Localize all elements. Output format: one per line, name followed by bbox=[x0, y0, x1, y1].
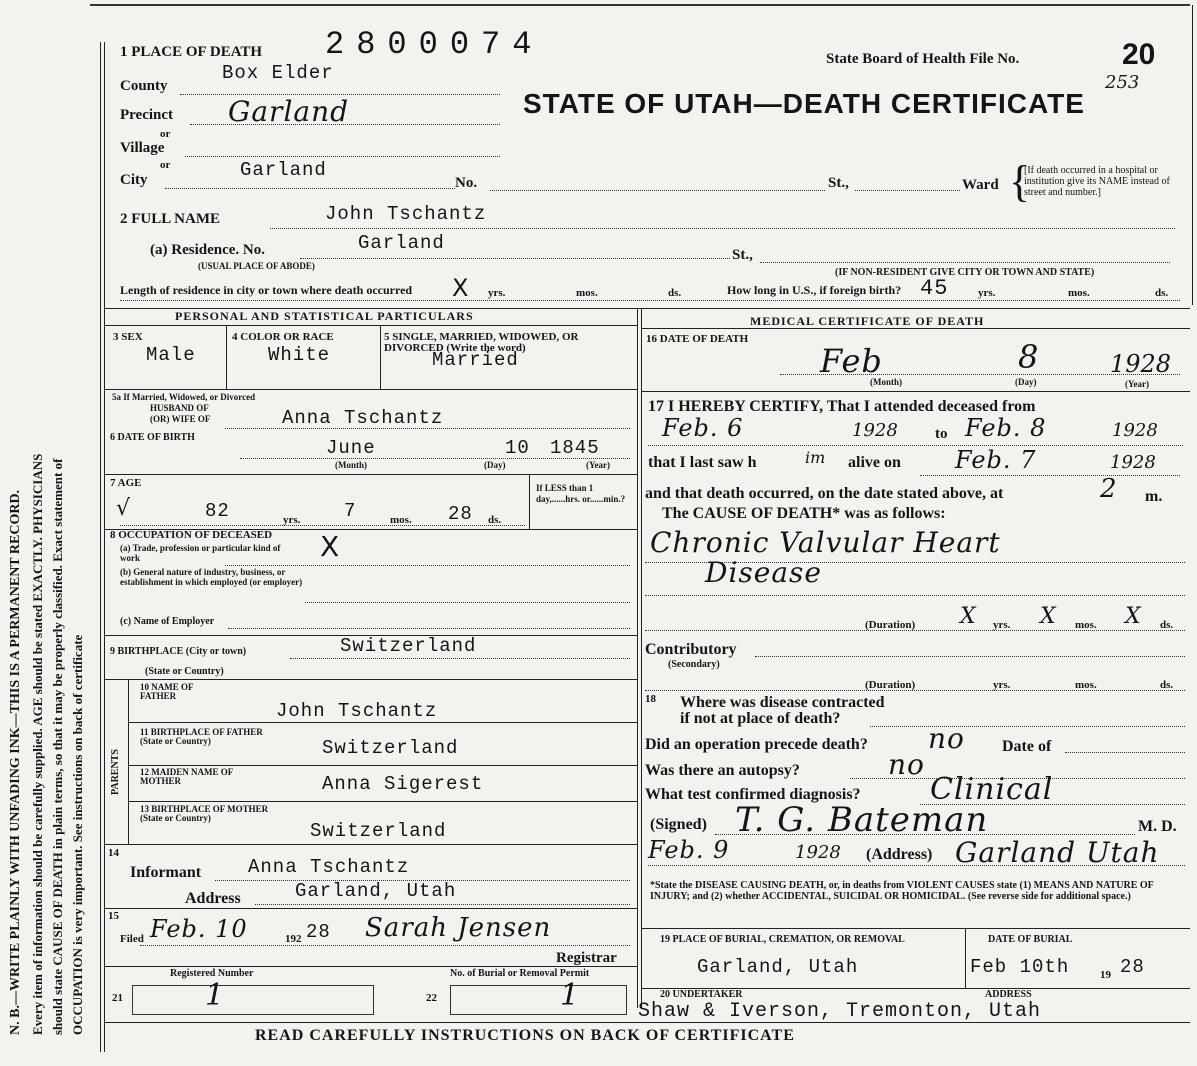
mother-birthplace-value: Switzerland bbox=[310, 820, 447, 842]
filed-date: Feb. 10 bbox=[150, 915, 248, 943]
signed-line bbox=[715, 834, 1135, 835]
burial-year: 28 bbox=[1120, 956, 1145, 978]
contrib-ds-label: ds. bbox=[1160, 679, 1174, 691]
certify-text: 17 I HEREBY CERTIFY, That I attended deceased from bbox=[648, 398, 1036, 415]
full-name-value: John Tschantz bbox=[325, 203, 487, 225]
age-mos-label: mos. bbox=[390, 514, 412, 526]
length-ds-label: ds. bbox=[668, 287, 682, 299]
dob-year: 1845 bbox=[550, 437, 600, 459]
spouse-value: Anna Tschantz bbox=[282, 407, 444, 429]
row-rule-10 bbox=[105, 908, 637, 909]
medical-header-rule bbox=[641, 328, 1190, 329]
precinct-label: Precinct bbox=[120, 107, 174, 123]
hospital-note: [If death occurred in a hospital or institution give its NAME instead of street and number.] bbox=[1024, 165, 1170, 198]
side-note-line3: should state CAUSE OF DEATH in plain terms, so that it may be properly classified. Exact statement of bbox=[50, 458, 65, 1035]
ward-label: Ward bbox=[962, 177, 999, 193]
form-left-border bbox=[100, 42, 101, 1052]
informant-value: Anna Tschantz bbox=[248, 856, 410, 878]
father-birthplace-value: Switzerland bbox=[322, 737, 459, 759]
length-mos-label: mos. bbox=[576, 287, 598, 299]
spouse-label-3: (OR) WIFE OF bbox=[150, 414, 211, 424]
footer-rule bbox=[105, 1022, 1190, 1023]
dod-day: 8 bbox=[1018, 338, 1040, 376]
permit-index: 22 bbox=[426, 992, 437, 1004]
city-label: City bbox=[120, 172, 148, 188]
us-residence-label: How long in U.S., if foreign birth? bbox=[727, 283, 902, 297]
side-note-line2: Every item of information should be carefully supplied. AGE should be stated EXACTLY. PHYSICIANS bbox=[30, 453, 45, 1035]
length-line bbox=[120, 300, 1180, 301]
form-top-edge bbox=[90, 4, 1190, 6]
informant-address-line bbox=[255, 904, 630, 905]
dod-month: Feb bbox=[820, 342, 883, 380]
father-birthplace-label: 11 BIRTHPLACE OF FATHER (State or Country) bbox=[140, 727, 263, 746]
age-ds-label: ds. bbox=[488, 514, 502, 526]
dob-day: 10 bbox=[505, 437, 530, 459]
color-label: 4 COLOR OR RACE bbox=[232, 331, 334, 343]
duration-line bbox=[645, 630, 1185, 631]
village-line bbox=[185, 156, 500, 157]
parents-divider bbox=[128, 679, 129, 844]
ward-brace: { bbox=[1009, 157, 1031, 206]
footer-instructions: READ CAREFULLY INSTRUCTIONS ON BACK OF CERTIFICATE bbox=[255, 1027, 795, 1044]
precinct-line bbox=[190, 124, 500, 125]
filed-label: Filed bbox=[120, 933, 144, 945]
color-marital-divider bbox=[380, 325, 381, 389]
occupation-a-label: (a) Trade, profession or particular kind of work bbox=[120, 543, 281, 563]
or-1: or bbox=[160, 128, 171, 140]
form-right-edge bbox=[1192, 5, 1193, 305]
residence-value: Garland bbox=[358, 232, 445, 254]
signed-date: Feb. 9 bbox=[648, 836, 730, 864]
duration-yrs: X bbox=[960, 604, 977, 629]
filed-year: 28 bbox=[306, 921, 331, 943]
registrar-signature: Sarah Jensen bbox=[365, 913, 552, 943]
residence-line bbox=[300, 258, 730, 259]
contrib-duration-label: (Duration) bbox=[865, 679, 916, 691]
precinct-value: Garland bbox=[228, 95, 350, 128]
death-time-suffix: m. bbox=[1145, 488, 1163, 505]
file-no-sub: 253 bbox=[1105, 72, 1140, 93]
death-time: 2 bbox=[1100, 474, 1118, 504]
alive-on-label: alive on bbox=[848, 454, 901, 471]
city-st-line bbox=[855, 190, 960, 191]
us-residence-yrs: 45 bbox=[920, 276, 949, 301]
city-value: Garland bbox=[240, 159, 327, 181]
test-value: Clinical bbox=[930, 772, 1054, 807]
side-note-line1: N. B.—WRITE PLAINLY WITH UNFADING INK—THIS IS A PERMANENT RECORD. bbox=[8, 489, 23, 1035]
informant-address-value: Garland, Utah bbox=[295, 880, 457, 902]
signed-year: 1928 bbox=[795, 842, 841, 863]
birthplace-value: Switzerland bbox=[340, 635, 477, 657]
employer-label: (c) Name of Employer bbox=[120, 616, 215, 627]
file-no: 20 bbox=[1122, 38, 1156, 71]
undertaker-address-label: ADDRESS bbox=[985, 989, 1032, 1000]
row-rule-1 bbox=[105, 389, 637, 390]
dod-year-caption: (Year) bbox=[1125, 379, 1149, 389]
city-line bbox=[165, 188, 455, 189]
q18-line-2: if not at place of death? bbox=[680, 710, 841, 727]
registrar-label: Registrar bbox=[556, 950, 617, 966]
place-of-death-label: 1 PLACE OF DEATH bbox=[120, 44, 263, 60]
attended-to: Feb. 8 bbox=[965, 414, 1047, 442]
dob-label: 6 DATE OF BIRTH bbox=[110, 432, 195, 443]
physician-address-label: (Address) bbox=[866, 846, 933, 863]
residence-label: (a) Residence. No. bbox=[150, 242, 265, 258]
burial-place-value: Garland, Utah bbox=[697, 956, 859, 978]
county-label: County bbox=[120, 78, 168, 94]
dod-line bbox=[780, 374, 1180, 375]
us-mos-label: mos. bbox=[1068, 287, 1090, 299]
mother-label: 12 MAIDEN NAME OF MOTHER bbox=[140, 767, 233, 786]
last-saw-year: 1928 bbox=[1110, 452, 1156, 473]
cause-text: The CAUSE OF DEATH* was as follows: bbox=[662, 505, 946, 522]
attended-line bbox=[648, 445, 1183, 446]
signed-label: (Signed) bbox=[650, 816, 707, 833]
city-st-label: St., bbox=[828, 175, 849, 191]
test-label: What test confirmed diagnosis? bbox=[645, 786, 861, 803]
spouse-label-1: 5a If Married, Widowed, or Divorced bbox=[112, 392, 256, 402]
file-no-label: State Board of Health File No. bbox=[826, 51, 1020, 67]
dob-day-caption: (Day) bbox=[484, 460, 506, 470]
date-of-label: Date of bbox=[1002, 738, 1052, 755]
cause-footnote: *State the DISEASE CAUSING DEATH, or, in deaths from VIOLENT CAUSES state (1) MEANS AND NATURE OF INJURY; and (2) whether ACCIDENTAL, SUICIDAL OR HOMICIDAL. (See reverse side for additional space.) bbox=[650, 880, 1154, 902]
q18-line bbox=[870, 726, 1185, 727]
dod-rule bbox=[641, 391, 1190, 392]
dod-label: 16 DATE OF DEATH bbox=[646, 333, 749, 345]
q18-number: 18 bbox=[645, 693, 656, 705]
spouse-label-2: HUSBAND OF bbox=[150, 403, 209, 413]
medical-header: MEDICAL CERTIFICATE OF DEATH bbox=[750, 314, 985, 328]
dob-month: June bbox=[326, 437, 376, 459]
filed-year-prefix: 192 bbox=[285, 933, 302, 945]
row-rule-7 bbox=[128, 765, 637, 766]
spouse-line bbox=[225, 428, 630, 429]
duration-ds: X bbox=[1125, 604, 1142, 629]
employer-line bbox=[228, 628, 630, 629]
burial-year-prefix: 19 bbox=[1100, 969, 1111, 981]
attended-to-year: 1928 bbox=[1112, 420, 1158, 441]
column-divider-left bbox=[637, 308, 638, 1008]
contrib-mos-label: mos. bbox=[1075, 679, 1097, 691]
age-label: 7 AGE bbox=[110, 477, 142, 489]
duration-label: (Duration) bbox=[865, 619, 916, 631]
undertaker-value: Shaw & Iverson, Tremonton, Utah bbox=[638, 1000, 1042, 1023]
permit-box bbox=[450, 985, 627, 1015]
autopsy-value: no bbox=[888, 748, 925, 781]
us-ds-label: ds. bbox=[1155, 287, 1169, 299]
father-value: John Tschantz bbox=[276, 700, 438, 722]
burial-date-label: DATE OF BURIAL bbox=[988, 934, 1073, 945]
registered-number-value: 1 bbox=[205, 978, 226, 1013]
contrib-yrs-label: yrs. bbox=[993, 679, 1011, 691]
last-saw-text: that I last saw h bbox=[648, 454, 757, 471]
last-saw-him: im bbox=[805, 448, 826, 467]
age-line bbox=[120, 525, 525, 526]
informant-label: Informant bbox=[130, 864, 202, 881]
operation-label: Did an operation precede death? bbox=[645, 736, 868, 753]
attended-from: Feb. 6 bbox=[662, 414, 744, 442]
burial-top-rule bbox=[641, 928, 1190, 929]
certificate-title: STATE OF UTAH—DEATH CERTIFICATE bbox=[523, 88, 1085, 119]
attended-to-label: to bbox=[935, 426, 948, 442]
address-line bbox=[648, 865, 1185, 866]
dod-month-caption: (Month) bbox=[870, 377, 902, 387]
cause-line-1: Chronic Valvular Heart bbox=[650, 526, 1001, 559]
dob-year-caption: (Year) bbox=[586, 460, 610, 470]
color-value: White bbox=[268, 344, 331, 366]
cause-line-2: Disease bbox=[705, 556, 822, 589]
side-note-line4: OCCUPATION is very important. See instructions on back of certificate bbox=[70, 634, 85, 1035]
undertaker-label: 20 UNDERTAKER bbox=[660, 989, 743, 1000]
sex-value: Male bbox=[146, 344, 196, 366]
parents-label: PARENTS bbox=[110, 749, 121, 795]
registered-number-label: Registered Number bbox=[170, 968, 254, 979]
sex-color-divider bbox=[226, 325, 227, 389]
residence-st-label: St., bbox=[732, 247, 753, 263]
mother-birthplace-label: 13 BIRTHPLACE OF MOTHER (State or Country) bbox=[140, 804, 269, 823]
occupation-value: X bbox=[320, 530, 340, 563]
form-left-border-inner bbox=[104, 42, 105, 1052]
cause-line-2-rule bbox=[645, 595, 1185, 596]
marital-label: 5 SINGLE, MARRIED, WIDOWED, OR DIVORCED (Write the word) bbox=[384, 331, 579, 354]
father-label: 10 NAME OF FATHER bbox=[140, 682, 194, 701]
occupation-b-line bbox=[305, 602, 630, 603]
county-value: Box Elder bbox=[222, 62, 334, 84]
dod-year: 1928 bbox=[1110, 350, 1172, 378]
duration-mos: X bbox=[1040, 604, 1057, 629]
duration-mos-label: mos. bbox=[1075, 619, 1097, 631]
village-label: Village bbox=[120, 140, 165, 156]
physician-address: Garland Utah bbox=[955, 836, 1160, 869]
personal-header-rule bbox=[105, 325, 637, 326]
age-days: 28 bbox=[448, 503, 473, 525]
physician-signature: T. G. Bateman bbox=[735, 800, 989, 840]
md-label: M. D. bbox=[1138, 818, 1177, 835]
age-less-label: If LESS than 1 day,......hrs. or......min.? bbox=[536, 483, 626, 504]
full-name-label: 2 FULL NAME bbox=[120, 211, 221, 227]
row-rule-2 bbox=[105, 474, 637, 475]
occupation-a-line bbox=[225, 565, 630, 566]
personal-header: PERSONAL AND STATISTICAL PARTICULARS bbox=[175, 309, 474, 323]
birthplace-label: 9 BIRTHPLACE (City or town) bbox=[110, 646, 247, 657]
filed-line bbox=[140, 945, 630, 946]
marital-value: Married bbox=[432, 349, 519, 371]
city-no-label: No. bbox=[455, 175, 478, 191]
permit-label: No. of Burial or Removal Permit bbox=[450, 968, 590, 979]
operation-value: no bbox=[928, 722, 965, 755]
row-rule-5 bbox=[105, 679, 637, 680]
age-yrs-label: yrs. bbox=[283, 514, 301, 526]
last-saw-line bbox=[920, 475, 1180, 476]
column-divider-right bbox=[641, 308, 642, 1008]
duration-ds-label: ds. bbox=[1160, 619, 1174, 631]
length-residence-label: Length of residence in city or town where death occurred bbox=[120, 283, 413, 297]
age-months: 7 bbox=[344, 500, 357, 522]
age-check: √ bbox=[116, 496, 131, 521]
attended-from-year: 1928 bbox=[852, 420, 898, 441]
birthplace-state-label: (State or Country) bbox=[145, 666, 224, 677]
duration-yrs-label: yrs. bbox=[993, 619, 1011, 631]
age-years: 82 bbox=[205, 500, 230, 522]
informant-number: 14 bbox=[108, 847, 119, 859]
dob-line bbox=[240, 458, 630, 459]
length-residence-yrs: X bbox=[452, 274, 469, 302]
length-yrs-label: yrs. bbox=[488, 287, 506, 299]
date-of-line bbox=[1065, 752, 1185, 753]
burial-place-label: 19 PLACE OF BURIAL, CREMATION, OR REMOVAL bbox=[660, 934, 905, 945]
row-rule-9 bbox=[105, 844, 637, 845]
row-rule-6 bbox=[128, 722, 637, 723]
city-no-line bbox=[490, 190, 825, 191]
serial-number: 2800074 bbox=[325, 26, 544, 63]
burial-divider bbox=[965, 928, 966, 988]
occurred-text: and that death occurred, on the date stated above, at bbox=[645, 485, 1004, 502]
burial-date-value: Feb 10th bbox=[970, 956, 1070, 978]
full-name-line bbox=[270, 228, 1175, 229]
contributory-label: Contributory bbox=[645, 641, 737, 658]
sex-label: 3 SEX bbox=[113, 331, 143, 343]
us-yrs-label: yrs. bbox=[978, 287, 996, 299]
or-2: or bbox=[160, 159, 171, 171]
birthplace-line bbox=[290, 658, 630, 659]
age-less-divider bbox=[529, 474, 530, 529]
row-rule-8 bbox=[128, 801, 637, 802]
permit-value: 1 bbox=[560, 978, 581, 1013]
contributory-line bbox=[755, 656, 1185, 657]
nonresident-note: (IF NON-RESIDENT GIVE CITY OR TOWN AND STATE) bbox=[835, 267, 1095, 278]
informant-address-label: Address bbox=[185, 890, 241, 907]
dob-month-caption: (Month) bbox=[335, 460, 367, 470]
row-rule-11 bbox=[105, 966, 637, 967]
q18-line-1: Where was disease contracted bbox=[680, 694, 885, 711]
autopsy-label: Was there an autopsy? bbox=[645, 762, 800, 779]
usual-place-caption: (USUAL PLACE OF ABODE) bbox=[198, 261, 315, 271]
mother-value: Anna Sigerest bbox=[322, 773, 484, 795]
last-saw-date: Feb. 7 bbox=[955, 446, 1037, 474]
secondary-label: (Secondary) bbox=[668, 659, 720, 670]
occupation-b-label: (b) General nature of industry, business, or establishment in which employed (or employer) bbox=[120, 567, 303, 587]
registered-number-box bbox=[132, 985, 374, 1015]
registered-number-index: 21 bbox=[112, 992, 123, 1004]
dod-day-caption: (Day) bbox=[1015, 377, 1037, 387]
filed-number: 15 bbox=[108, 910, 119, 922]
occupation-label: 8 OCCUPATION OF DECEASED bbox=[110, 529, 273, 541]
residence-st-line bbox=[760, 262, 1170, 263]
